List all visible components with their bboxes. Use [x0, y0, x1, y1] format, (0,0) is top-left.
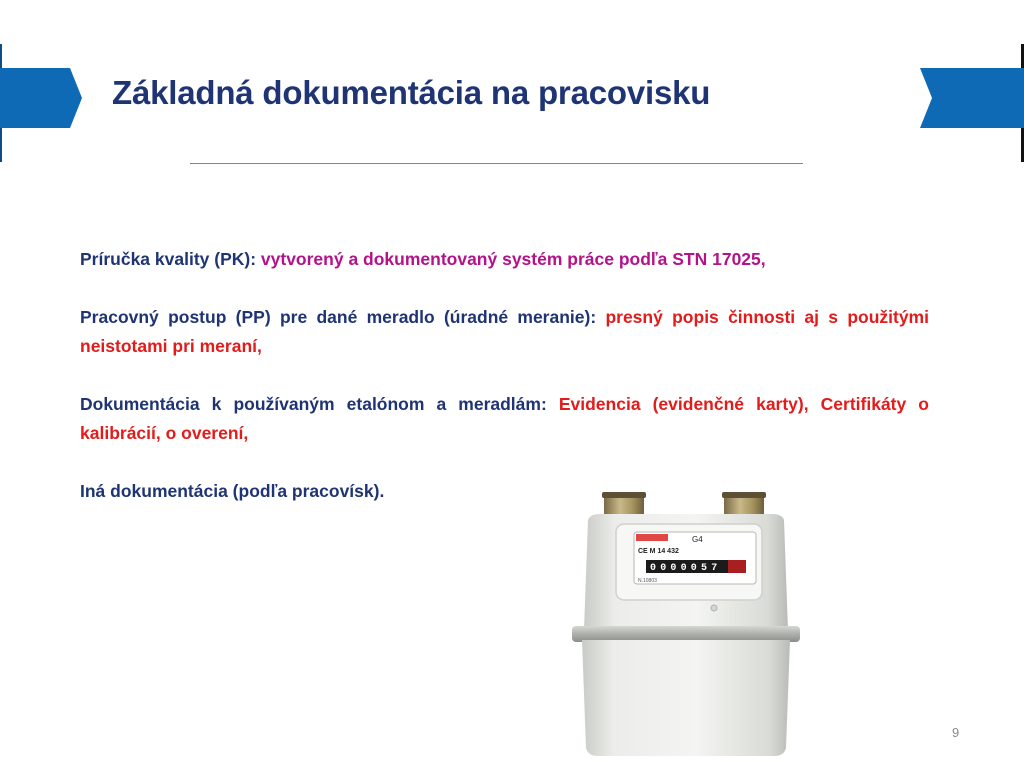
meter-model: G4	[692, 535, 703, 544]
meter-serial: N.10803	[638, 578, 657, 584]
title-divider	[190, 163, 803, 164]
paragraph-work-procedure	[80, 303, 929, 361]
paragraph-detail: Evidencia (evidenčné karty), Certifikáty o kalibrácií, o overení,	[80, 394, 929, 443]
paragraph-quality-manual	[80, 245, 929, 274]
meter-ce-mark: CE M 14 432	[638, 548, 679, 555]
paragraph-detail: presný popis činnosti aj s použitými neistotami pri meraní,	[80, 307, 929, 356]
paragraph-label: Dokumentácia k používaným etalónom a meradlám:	[80, 394, 559, 414]
banner-right-arrow	[920, 68, 1024, 128]
page-number: 9	[952, 725, 960, 740]
paragraph-label: Iná dokumentácia (podľa pracovísk).	[80, 481, 385, 501]
paragraph-label: Príručka kvality (PK):	[80, 249, 261, 269]
banner-left-arrow	[0, 68, 82, 128]
paragraph-detail: vytvorený a dokumentovaný systém práce podľa STN 17025,	[260, 249, 766, 269]
gas-meter-image	[566, 490, 806, 760]
paragraph-label: Pracovný postup (PP) pre dané meradlo (úradné meranie):	[80, 307, 606, 327]
paragraph-standards-docs	[80, 390, 929, 448]
meter-counter: 0000057	[650, 563, 722, 574]
slide-title: Základná dokumentácia na pracovisku	[112, 74, 711, 111]
